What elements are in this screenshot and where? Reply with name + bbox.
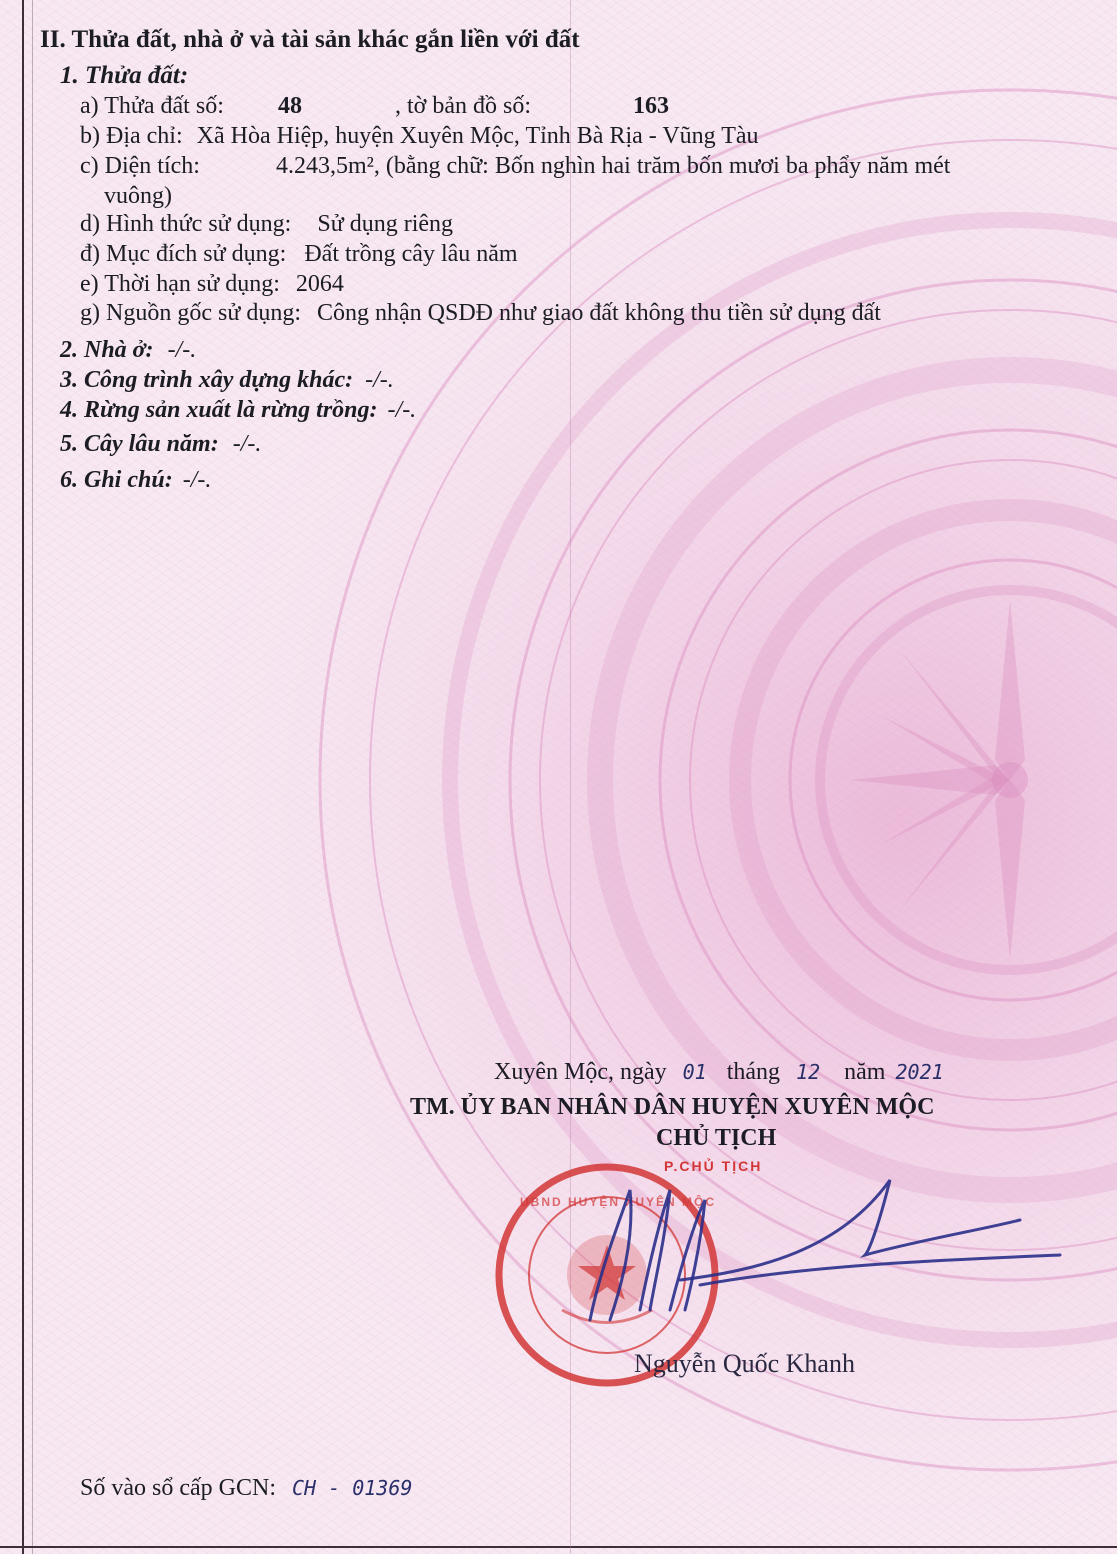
parcel-number-label: a) Thửa đất số:: [80, 93, 224, 119]
purpose-value: Đất trồng cây lâu năm: [304, 241, 518, 267]
date-month-label: tháng: [726, 1059, 781, 1085]
item-title: 5. Cây lâu năm:: [60, 431, 219, 457]
parcel-number-row: [80, 92, 980, 120]
origin-row: [80, 299, 881, 327]
item-value: -/-.: [232, 431, 262, 457]
item-title: 6. Ghi chú:: [60, 467, 173, 493]
map-sheet-value: 163: [633, 93, 669, 119]
date-month: 12: [796, 1060, 821, 1084]
date-day: 01: [682, 1060, 707, 1084]
date-line: [494, 1058, 944, 1086]
item-planted-forest: [60, 396, 416, 424]
issuing-authority: TM. ỦY BAN NHÂN DÂN HUYỆN XUYÊN MỘC: [410, 1094, 935, 1120]
left-border: [22, 0, 24, 1554]
item-house: [60, 336, 196, 364]
date-prefix: Xuyên Mộc, ngày: [494, 1059, 667, 1085]
signer-position: CHỦ TỊCH: [656, 1125, 777, 1151]
origin-value: Công nhận QSDĐ như giao đất không thu tiền sử dụng đất: [317, 300, 881, 326]
registry-row: [80, 1474, 412, 1502]
item-other-construction: [60, 366, 394, 394]
section-heading: II. Thửa đất, nhà ở và tài sản khác gắn liền với đất: [40, 26, 580, 53]
purpose-label: đ) Mục đích sử dụng:: [80, 241, 287, 267]
registry-label: Số vào sổ cấp GCN:: [80, 1475, 276, 1501]
left-border-inner: [32, 0, 33, 1554]
item-value: -/-.: [167, 337, 197, 363]
item-value: -/-.: [387, 397, 417, 423]
area-value: 4.243,5m², (bằng chữ: Bốn nghìn hai trăm bốn mươi ba phẩy năm mét: [276, 153, 951, 179]
term-row: [80, 270, 344, 298]
bottom-border: [0, 1546, 1117, 1548]
registry-value: CH - 01369: [291, 1476, 413, 1500]
date-year: 2021: [895, 1060, 944, 1084]
term-label: e) Thời hạn sử dụng:: [80, 271, 280, 297]
item-value: -/-.: [182, 467, 212, 493]
parcel-number-value: 48: [278, 93, 302, 119]
item-value: -/-.: [365, 367, 394, 393]
item-title: 3. Công trình xây dựng khác:: [60, 367, 354, 393]
area-value-continued: vuông): [104, 183, 172, 209]
use-form-row: [80, 210, 453, 238]
map-sheet-label: , tờ bản đồ số:: [395, 93, 532, 119]
address-row: [80, 122, 759, 150]
signer-name: Nguyễn Quốc Khanh: [634, 1349, 855, 1378]
item-notes: [60, 466, 211, 494]
date-year-label: năm: [844, 1059, 886, 1085]
purpose-row: [80, 240, 518, 268]
item-title: 2. Nhà ở:: [60, 337, 154, 363]
seal-text: UBND HUYỆN XUYÊN MỘC: [520, 1195, 717, 1209]
area-label: c) Diện tích:: [80, 153, 200, 179]
area-row: [80, 152, 1060, 180]
use-form-label: d) Hình thức sử dụng:: [80, 211, 292, 237]
address-value: Xã Hòa Hiệp, huyện Xuyên Mộc, Tỉnh Bà Rịa - Vũng Tàu: [196, 123, 759, 149]
origin-label: g) Nguồn gốc sử dụng:: [80, 300, 301, 326]
stamp-position-label: P.CHỦ TỊCH: [664, 1158, 763, 1174]
address-label: b) Địa chỉ:: [80, 123, 183, 149]
item-perennial-trees: [60, 430, 261, 458]
term-value: 2064: [295, 271, 344, 297]
use-form-value: Sử dụng riêng: [317, 211, 454, 237]
handwritten-signature: [560, 1160, 1080, 1360]
item-title: 4. Rừng sản xuất là rừng trồng:: [60, 397, 378, 423]
parcel-title: 1. Thửa đất:: [60, 62, 189, 89]
